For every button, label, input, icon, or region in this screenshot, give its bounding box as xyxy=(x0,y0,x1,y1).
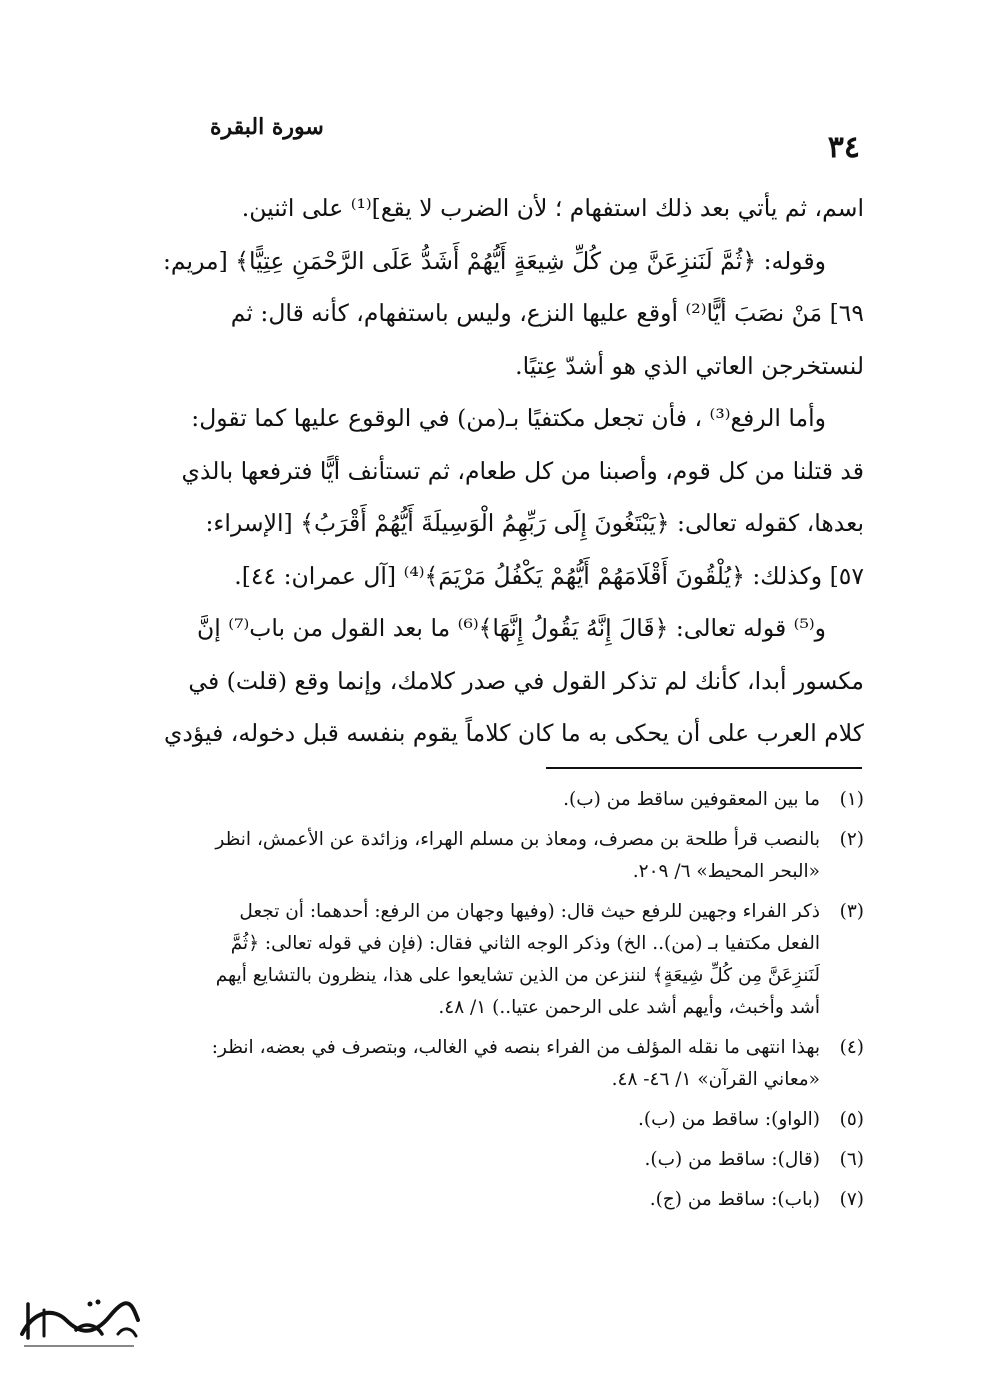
footnote-divider xyxy=(546,767,862,769)
footnote-body xyxy=(128,1032,820,1096)
footnote xyxy=(128,1184,864,1216)
footnote-number: (٧) xyxy=(839,1189,864,1210)
footnote xyxy=(128,1104,864,1136)
footnote xyxy=(128,896,864,1024)
text-line: كلام العرب على أن يحكى به ما كان كلاماً يقوم بنفسه قبل دخوله، فيؤدي xyxy=(163,719,864,747)
footnote xyxy=(128,824,864,888)
text-line: لنستخرجن العاتي الذي هو أشدّ عِتيًا. xyxy=(515,351,864,380)
footnote-number: (٦) xyxy=(839,1149,864,1170)
footnote-line: (باب): ساقط من (ج). xyxy=(649,1189,820,1210)
text-line: و⁽⁵⁾ قوله تعالى: ﴿قَالَ إِنَّهُ يَقُولُ إِنَّهَا﴾⁽⁶⁾ ما بعد القول من باب⁽⁷⁾ إنَّ xyxy=(197,614,826,642)
footnote-line: بالنصب قرأ طلحة بن مصرف، ومعاذ بن مسلم الهراء، وزائدة عن الأعمش، انظر xyxy=(215,829,820,850)
footnote-line: ما بين المعقوفين ساقط من (ب). xyxy=(563,789,820,810)
page-number: ٣٤ xyxy=(827,130,860,165)
footnote xyxy=(128,784,864,816)
footnote-line: (قال): ساقط من (ب). xyxy=(644,1149,820,1170)
footnote-body xyxy=(128,896,820,1024)
footnote-line: لَنَنزِعَنَّ مِن كُلِّ شِيعَةٍ﴾ لننزعن من الذين تشايعوا على هذا، ينظرون بالتشايع أيهم xyxy=(215,965,820,986)
text-line: مكسور أبدا، كأنك لم تذكر القول في صدر كلامك، وإنما وقع (قلت) في xyxy=(188,666,864,695)
footnote-body xyxy=(128,1144,820,1176)
text-line: اسم، ثم يأتي بعد ذلك استفهام ؛ لأن الضرب لا يقع]⁽¹⁾ على اثنين. xyxy=(241,194,864,222)
footnote-number: (١) xyxy=(839,789,864,810)
footnote-number: (٥) xyxy=(839,1109,864,1130)
footnote-body xyxy=(128,1184,820,1216)
footnote xyxy=(128,1032,864,1096)
footnote-line: الفعل مكتفيا بـ (من).. الخ) وذكر الوجه الثاني فقال: (فإن في قوله تعالى: ﴿ثُمَّ xyxy=(230,933,820,954)
text-line: وأما الرفع⁽³⁾ ، فأن تجعل مكتفيًا بـ(من) في الوقوع عليها كما تقول: xyxy=(191,404,826,432)
text-line: ٥٧] وكذلك: ﴿يُلْقُونَ أَقْلَامَهُمْ أَيُّهُمْ يَكْفُلُ مَرْيَمَ﴾⁽⁴⁾ [آل عمران: ٤٤]. xyxy=(234,561,864,590)
running-title: سورة البقرة xyxy=(210,114,324,140)
page-header xyxy=(140,112,870,172)
footnote-body xyxy=(128,784,820,816)
footnote-number: (٤) xyxy=(839,1037,864,1058)
footnote-line: ذكر الفراء وجهين للرفع حيث قال: (وفيها وجهان من الرفع: أحدهما: أن تجعل xyxy=(239,901,820,922)
footnote-number: (٣) xyxy=(839,901,864,922)
footnote-body xyxy=(128,824,820,888)
footnote-line: أشد وأخبث، وأيهم أشد على الرحمن عتيا..) ١/ ٤٨. xyxy=(438,997,820,1018)
footnote-line: «البحر المحيط» ٦/ ٢٠٩. xyxy=(632,861,820,882)
footnote-line: بهذا انتهى ما نقله المؤلف من الفراء بنصه في الغالب، وبتصرف في بعضه، انظر: xyxy=(211,1037,820,1058)
footnote-line: (الواو): ساقط من (ب). xyxy=(638,1109,820,1130)
footnote xyxy=(128,1144,864,1176)
calligraphy-logo xyxy=(14,1290,144,1352)
text-line: قد قتلنا من كل قوم، وأصبنا من كل طعام، ثم تستأنف أيًّا فترفعها بالذي xyxy=(181,456,864,485)
text-line: وقوله: ﴿ثُمَّ لَنَنزِعَنَّ مِن كُلِّ شِيعَةٍ أَيُّهُمْ أَشَدُّ عَلَى الرَّحْمَنِ عِتِيًّا﴾ [مريم: xyxy=(162,246,826,275)
text-line: ٦٩] مَنْ نصَبَ أيًّا⁽²⁾ أوقع عليها النزع، وليس باستفهام، كأنه قال: ثم xyxy=(230,299,864,327)
footnote-line: «معاني القرآن» ١/ ٤٦- ٤٨. xyxy=(611,1069,820,1090)
footnote-number: (٢) xyxy=(839,829,864,850)
footnotes xyxy=(128,784,864,1224)
footnote-body xyxy=(128,1104,820,1136)
text-line: بعدها، كقوله تعالى: ﴿يَبْتَغُونَ إِلَى رَبِّهِمُ الْوَسِيلَةَ أَيُّهُمْ أَقْرَبُ﴾ [الإسراء: xyxy=(205,509,864,537)
main-text xyxy=(132,182,864,760)
